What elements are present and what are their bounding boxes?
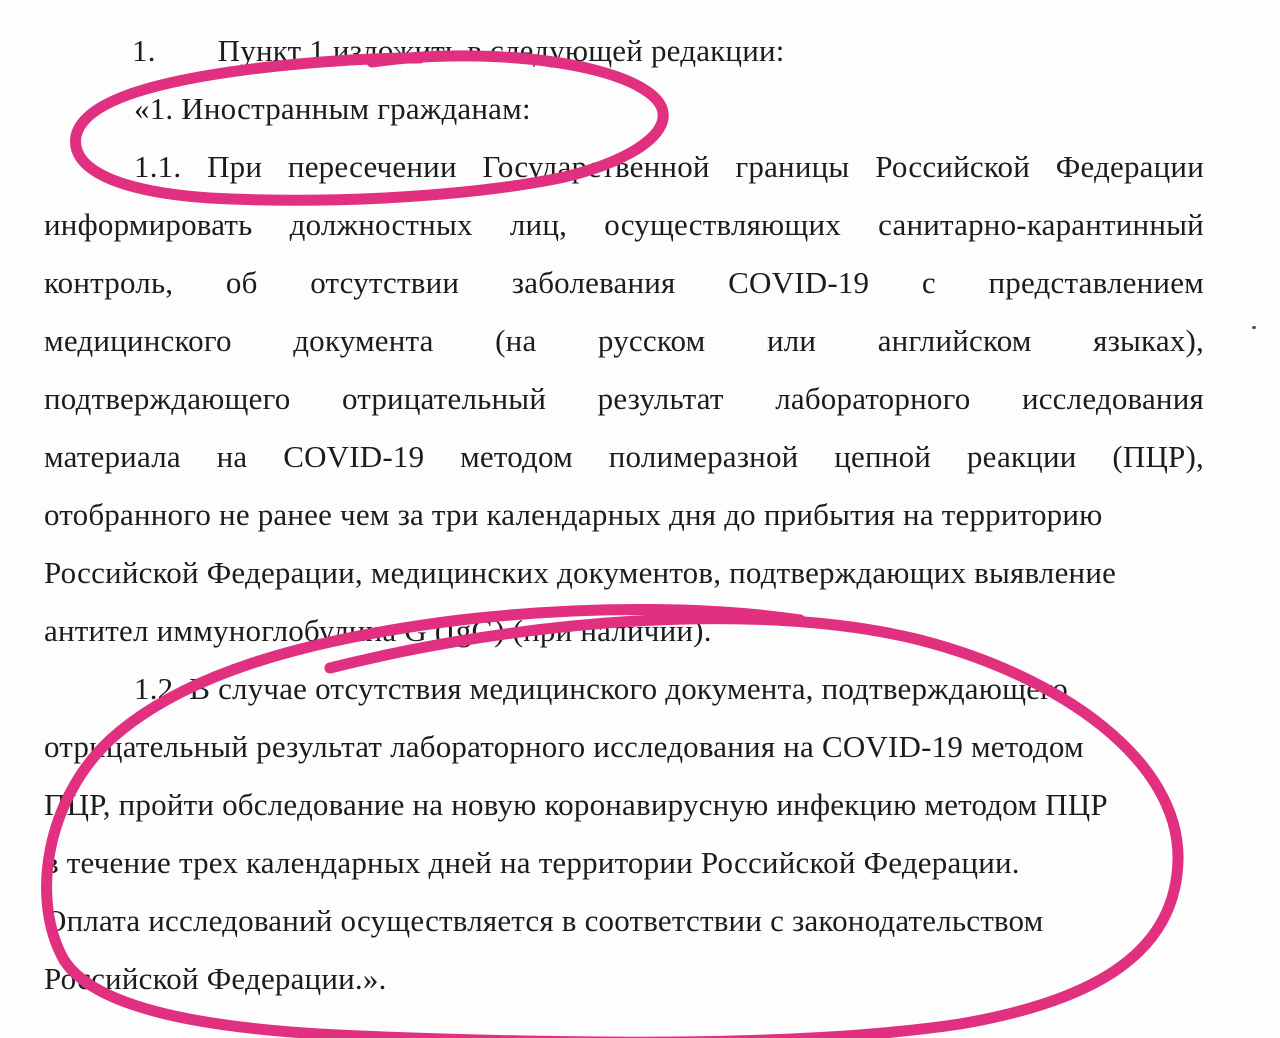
item-heading-line [44,22,1204,80]
para2-text-1: отрицательный результат лабораторного исследования на COVID-19 методом [44,729,1084,764]
para2-line-5 [44,950,1204,1008]
para1-text-5: материала на COVID-19 методом полимеразной цепной реакции (ПЦР), [44,439,1204,474]
para1-line-5 [44,428,1204,486]
subheading: «1. Иностранным гражданам: [134,91,531,126]
para1-text-8: антител иммуноглобулина G (IgG) (при наличии). [44,613,712,648]
para2-line-4 [44,892,1204,950]
para2-text-5: Российской Федерации.». [44,961,387,996]
para1-text-3: медицинского документа (на русском или английском языках), [44,323,1204,358]
para2-line-2 [44,776,1204,834]
para1-line-0 [44,138,1204,196]
para1-line-7 [44,544,1204,602]
para1-text-0: 1.1. При пересечении Государственной границы Российской Федерации [134,149,1204,184]
para1-line-3 [44,312,1204,370]
para2-text-2: ПЦР, пройти обследование на новую коронавирусную инфекцию методом ПЦР [44,787,1108,822]
para1-text-7: Российской Федерации, медицинских документов, подтверждающих выявление [44,555,1117,590]
item-heading: Пункт 1 изложить в следующей редакции: [217,33,785,68]
para1-line-1 [44,196,1204,254]
para1-line-4 [44,370,1204,428]
scan-speck [1252,326,1256,329]
para1-text-2: контроль, об отсутствии заболевания COVID-19 с представлением [44,265,1204,300]
document-text [44,22,1204,1008]
para1-line-6 [44,486,1204,544]
para2-line-3 [44,834,1204,892]
para2-line-1 [44,718,1204,776]
paragraph-1-2 [44,660,1204,1008]
para2-text-3: в течение трех календарных дней на территории Российской Федерации. [44,845,1020,880]
para1-text-4: подтверждающего отрицательный результат лабораторного исследования [44,381,1204,416]
para1-line-2 [44,254,1204,312]
para2-text-0: 1.2. В случае отсутствия медицинского документа, подтверждающего [134,671,1068,706]
para1-text-6: отобранного не ранее чем за три календарных дня до прибытия на территорию [44,497,1103,532]
para1-text-1: информировать должностных лиц, осуществляющих санитарно-карантинный [44,207,1204,242]
para2-line-0 [44,660,1204,718]
item-number: 1. [132,33,156,68]
paragraph-1-1 [44,138,1204,660]
para1-line-8 [44,602,1204,660]
para2-text-4: Оплата исследований осуществляется в соответствии с законодательством [44,903,1044,938]
